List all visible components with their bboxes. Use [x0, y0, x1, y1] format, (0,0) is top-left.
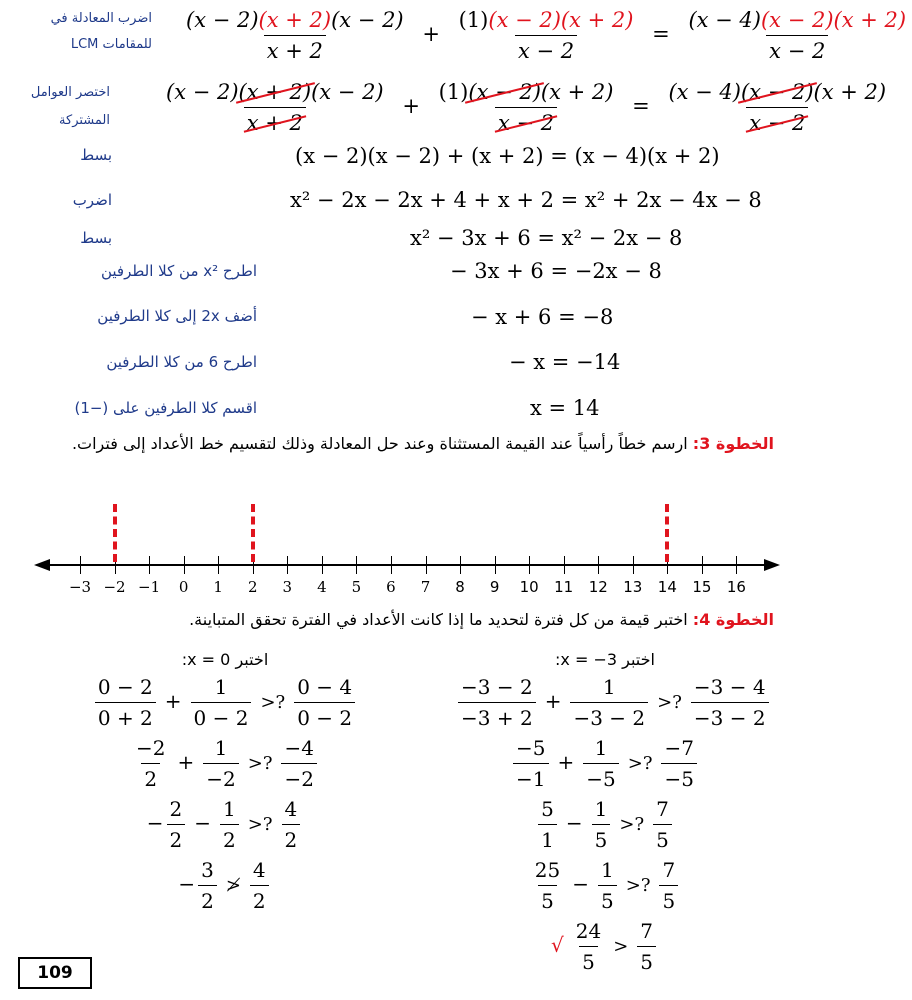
- fraction: [513, 736, 548, 791]
- test-row: [455, 797, 755, 852]
- number-line-tick-label: 16: [726, 578, 746, 596]
- comparison-sign: >?: [247, 753, 273, 774]
- denominator: 2: [220, 824, 239, 852]
- step3-title: الخطوة 3:: [692, 434, 774, 453]
- equation-cancel-factors: $\frac{(x - 2)(x + 2)(x - 2)}{x + 2}$ + $\frac{(1)(x - 2)(x + 2)}{x - 2}$ = $\frac{(x - 4)(x - 2)(x + 2)}{x - 2}$: [166, 80, 887, 135]
- test-title-right: اختبر x = −3:: [555, 650, 655, 669]
- number-line-tick-label: 14: [657, 578, 677, 596]
- number-line-tick-label: 4: [317, 578, 327, 596]
- equation-simplify-2: x² − 3x + 6 = x² − 2x − 8: [410, 226, 683, 250]
- numerator: −7: [664, 736, 694, 760]
- denominator: −3 − 2: [691, 702, 769, 730]
- denominator: 2: [198, 885, 217, 913]
- numerator: 4: [252, 858, 266, 882]
- equation-add-2x: − x + 6 = −8: [471, 305, 614, 329]
- test-column-left: [90, 650, 360, 919]
- fraction: [592, 797, 611, 852]
- number-line-tick-label: 12: [588, 578, 608, 596]
- test-row: [455, 919, 755, 974]
- number-line-tick-label: 8: [455, 578, 465, 596]
- test-rows-left: [90, 675, 360, 913]
- denominator: 5: [579, 946, 598, 974]
- comparison-sign: >?: [619, 814, 645, 835]
- equation-multiply: x² − 2x − 2x + 4 + x + 2 = x² + 2x − 4x − 8: [290, 188, 762, 212]
- step-label-add-2x: أضف 2x إلى كلا الطرفين: [97, 307, 257, 325]
- test-title-left: اختبر x = 0:: [181, 650, 269, 669]
- denominator: 5: [598, 885, 617, 913]
- fraction: [573, 919, 604, 974]
- number-line-tick-label: 13: [623, 578, 643, 596]
- numerator: 24: [575, 919, 602, 943]
- operator: +: [164, 689, 182, 713]
- test-row: [455, 675, 766, 730]
- numerator: 0 − 4: [297, 675, 353, 699]
- denominator: 5: [659, 885, 678, 913]
- fraction: [532, 858, 563, 913]
- numerator: 1: [594, 797, 608, 821]
- fraction: [282, 797, 301, 852]
- minus-sign: −: [178, 872, 196, 896]
- numerator: 2: [169, 797, 183, 821]
- numerator: 5: [541, 797, 554, 821]
- number-line-tick-label: 6: [386, 578, 396, 596]
- equation-simplify-1: (x − 2)(x − 2) + (x + 2) = (x − 4)(x + 2): [295, 144, 720, 168]
- dashed-marker: [251, 504, 255, 562]
- denominator: 2: [282, 824, 301, 852]
- fraction: [659, 858, 678, 913]
- denominator: 2: [141, 763, 160, 791]
- numerator: −3 − 4: [693, 675, 766, 699]
- fraction: [570, 675, 648, 730]
- numerator: −4: [284, 736, 314, 760]
- comparison-sign: >?: [625, 875, 651, 896]
- number-line-tick-label: 0: [178, 578, 189, 596]
- denominator: −5: [661, 763, 696, 791]
- numerator: 4: [284, 797, 298, 821]
- denominator: 2: [167, 824, 186, 852]
- denominator: 0 − 2: [191, 702, 252, 730]
- denominator: 0 + 2: [95, 702, 156, 730]
- denominator: 0 − 2: [294, 702, 355, 730]
- operator: +: [557, 750, 575, 774]
- number-line-tick-label: 2: [247, 578, 258, 596]
- denominator: 5: [538, 885, 557, 913]
- denominator: −2: [281, 763, 316, 791]
- test-row: [90, 797, 360, 852]
- number-line-tick-label: 5: [351, 578, 362, 596]
- denominator: 2: [250, 885, 269, 913]
- comparison-sign: >?: [247, 814, 273, 835]
- test-row: [90, 736, 360, 791]
- number-line-tick-label: 10: [519, 578, 539, 596]
- step4-text: اختبر قيمة من كل فترة لتحديد ما إذا كانت الأعداد في الفترة تحقق المتباينة.: [189, 610, 688, 629]
- fraction: [203, 736, 238, 791]
- fraction: [95, 675, 156, 730]
- step-label-multiply-lcm: اضرب المعادلة في للمقامات LCM: [50, 11, 152, 52]
- number-line-tick-label: −2: [103, 578, 126, 596]
- test-row: [455, 736, 755, 791]
- numerator: 1: [602, 675, 616, 699]
- denominator: 5: [592, 824, 611, 852]
- fraction: [653, 797, 672, 852]
- number-line-tick-label: 7: [420, 578, 431, 596]
- dashed-marker: [665, 504, 669, 562]
- number-line-tick-label: −3: [68, 578, 92, 596]
- numerator: 7: [640, 919, 654, 943]
- numerator: 0 − 2: [97, 675, 153, 699]
- numerator: 1: [223, 797, 236, 821]
- fraction: [294, 675, 355, 730]
- comparison-sign: >?: [260, 692, 286, 713]
- denominator: 5: [637, 946, 656, 974]
- numerator: 3: [201, 858, 214, 882]
- numerator: 25: [534, 858, 561, 882]
- fraction: [281, 736, 316, 791]
- step-label-subtract-x2: اطرح x² من كلا الطرفين: [100, 262, 257, 280]
- numerator: 1: [594, 736, 608, 760]
- step-label-cancel-factors: اختصر العوامل المشتركة: [30, 85, 110, 128]
- step-label-simplify-2: بسط: [80, 229, 112, 247]
- denominator: 5: [653, 824, 672, 852]
- step3-paragraph: [30, 428, 774, 460]
- fraction: [167, 797, 186, 852]
- operator: −: [194, 811, 212, 835]
- comparison-sign: >: [613, 936, 629, 957]
- step4-title: الخطوة 4:: [692, 610, 774, 629]
- fraction: [133, 736, 168, 791]
- comparison-sign: ≯: [225, 875, 241, 896]
- fraction: [691, 675, 769, 730]
- equation-subtract-6: − x = −14: [509, 350, 621, 374]
- denominator: −5: [583, 763, 618, 791]
- minus-sign: −: [146, 811, 164, 835]
- numerator: 1: [214, 675, 228, 699]
- page-number: 109: [18, 957, 92, 989]
- fraction: [198, 858, 217, 913]
- fraction: [598, 858, 617, 913]
- equation-solution: x = 14: [530, 396, 600, 420]
- number-line: [0, 500, 800, 600]
- numerator: 1: [601, 858, 614, 882]
- step-label-simplify-1: بسط: [80, 146, 112, 164]
- number-line-dashed-markers: [0, 500, 800, 570]
- number-line-tick-label: 11: [554, 578, 574, 596]
- test-row: [90, 675, 360, 730]
- dashed-marker: [113, 504, 117, 562]
- equation-multiply-lcm: $\frac{(x - 2)(x + 2)(x - 2)}{x + 2}$ + $\frac{(1)(x - 2)(x + 2)}{x - 2}$ = $\frac{(x - 4)(x - 2)(x + 2)}{x - 2}$: [186, 8, 907, 63]
- test-row: [90, 858, 360, 913]
- operator: +: [544, 689, 562, 713]
- test-row: [455, 858, 755, 913]
- number-line-tick-label: 15: [692, 578, 712, 596]
- fraction: [458, 675, 536, 730]
- comparison-sign: >?: [627, 753, 653, 774]
- operator: −: [572, 872, 589, 896]
- number-line-tick-label: 9: [489, 578, 500, 596]
- check-mark: √: [550, 933, 564, 957]
- numerator: 7: [656, 797, 669, 821]
- fraction: [538, 797, 557, 852]
- number-line-tick-label: 1: [213, 578, 223, 596]
- fraction: [637, 919, 656, 974]
- numerator: −5: [516, 736, 546, 760]
- step4-paragraph: [30, 604, 774, 636]
- numerator: 7: [662, 858, 676, 882]
- denominator: −1: [513, 763, 548, 791]
- operator: +: [177, 750, 195, 774]
- numerator: −3 − 2: [461, 675, 533, 699]
- step3-text: ارسم خطاً رأسياً عند القيمة المستثناة وعند حل المعادلة وذلك لتقسيم خط الأعداد إلى فترات.: [71, 434, 688, 453]
- step-label-subtract-6: اطرح 6 من كلا الطرفين: [106, 353, 257, 371]
- operator: −: [565, 811, 583, 835]
- number-line-tick-label: −1: [138, 578, 161, 596]
- numerator: −2: [136, 736, 166, 760]
- denominator: 1: [538, 824, 557, 852]
- test-column-right: [455, 650, 766, 980]
- denominator: −2: [203, 763, 238, 791]
- fraction: [583, 736, 618, 791]
- number-line-tick-label: 3: [282, 578, 293, 596]
- test-rows-right: [455, 675, 766, 974]
- fraction: [661, 736, 696, 791]
- numerator: 1: [214, 736, 228, 760]
- fraction: [220, 797, 239, 852]
- equation-subtract-x2: − 3x + 6 = −2x − 8: [450, 259, 662, 283]
- denominator: −3 + 2: [458, 702, 536, 730]
- step-label-divide: اقسم كلا الطرفين على (−1): [74, 399, 257, 417]
- fraction: [250, 858, 269, 913]
- fraction: [191, 675, 252, 730]
- comparison-sign: >?: [657, 692, 682, 713]
- step-label-multiply: اضرب: [72, 191, 112, 209]
- denominator: −3 − 2: [570, 702, 648, 730]
